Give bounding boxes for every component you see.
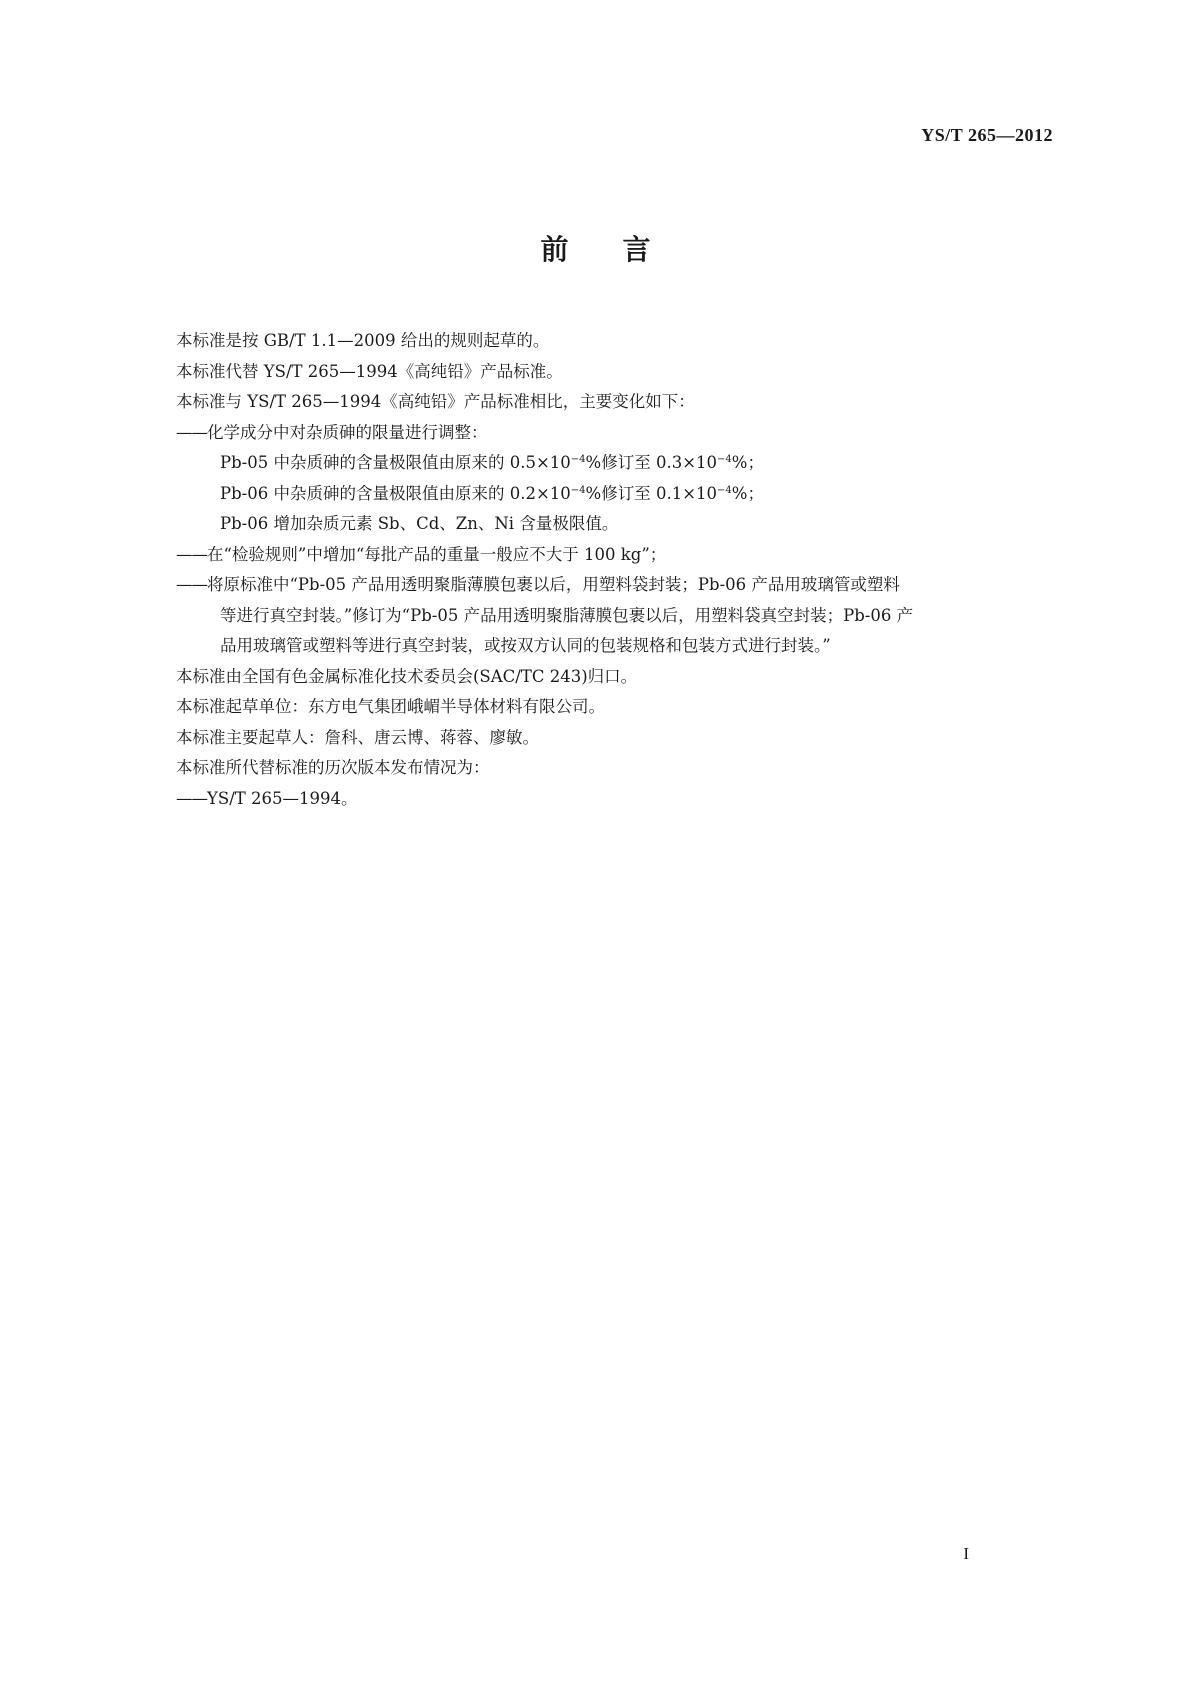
history-item — [176, 784, 1066, 815]
history-item-text: YS/T 265—1994。 — [207, 788, 358, 808]
change-item-packaging-cont: 等进行真空封装。”修订为“Pb-05 产品用透明聚脂薄膜包裹以后，用塑料袋真空封装；Pb-06 产 — [220, 605, 914, 625]
list-dash: —— — [176, 575, 207, 594]
sub-item-pb05: Pb-05 中杂质砷的含量极限值由原来的 $0.5\times 10^{-4}\%$修订至 $0.3\times 10^{-4}\%$； — [220, 453, 764, 472]
standard-code: YS/T 265—2012 — [921, 125, 1053, 145]
change-item-inspection — [176, 540, 1066, 571]
title-char-1: 前 — [540, 233, 569, 266]
sub-item-pb06: Pb-06 中杂质砷的含量极限值由原来的 $0.2\times 10^{-4}\%$修订至 $0.1\times 10^{-4}\%$； — [220, 483, 764, 503]
list-dash: —— — [176, 788, 207, 808]
change-item-text: 在“检验规则”中增加“每批产品的重量一般应不大于 100 kg”； — [207, 544, 667, 564]
paragraph-changes-intro: 本标准与 YS/T 265—1994《高纯铅》产品标准相比，主要变化如下： — [176, 392, 695, 411]
list-dash: —— — [176, 544, 207, 564]
paragraph-drafters: 本标准主要起草人：詹科、唐云博、蒋蓉、廖敏。 — [176, 727, 539, 747]
sub-item-pb06-elements: Pb-06 增加杂质元素 Sb、Cd、Zn、Ni 含量极限值。 — [220, 514, 619, 533]
foreword-body — [176, 326, 1066, 814]
paragraph-drafting-rules: 本标准是按 GB/T 1.1—2009 给出的规则起草的。 — [176, 331, 550, 350]
page-title — [0, 228, 1191, 268]
title-char-2: 言 — [622, 233, 651, 266]
paragraph-drafting-unit: 本标准起草单位：东方电气集团峨嵋半导体材料有限公司。 — [176, 697, 605, 716]
change-item-arsenic — [176, 418, 1066, 449]
change-item-text: 将原标准中“Pb-05 产品用透明聚脂薄膜包裹以后，用塑料袋封装；Pb-06 产品用玻璃管或塑料 — [207, 575, 900, 594]
change-item-packaging-cont: 品用玻璃管或塑料等进行真空封装，或按双方认同的包装规格和包装方式进行封装。” — [220, 636, 831, 655]
page-number: I — [963, 1544, 969, 1563]
exponent: −4 — [570, 454, 586, 465]
exponent: −4 — [570, 484, 586, 496]
exponent: −4 — [717, 484, 732, 496]
list-dash: —— — [176, 422, 207, 442]
change-item-packaging — [176, 570, 1066, 601]
paragraph-committee: 本标准由全国有色金属标准化技术委员会(SAC/TC 243)归口。 — [176, 666, 638, 686]
change-item-text: 化学成分中对杂质砷的限量进行调整： — [207, 422, 488, 442]
paragraph-replaces: 本标准代替 YS/T 265—1994《高纯铅》产品标准。 — [176, 361, 563, 381]
exponent: −4 — [717, 454, 732, 465]
paragraph-history-intro: 本标准所代替标准的历次版本发布情况为： — [176, 758, 490, 777]
